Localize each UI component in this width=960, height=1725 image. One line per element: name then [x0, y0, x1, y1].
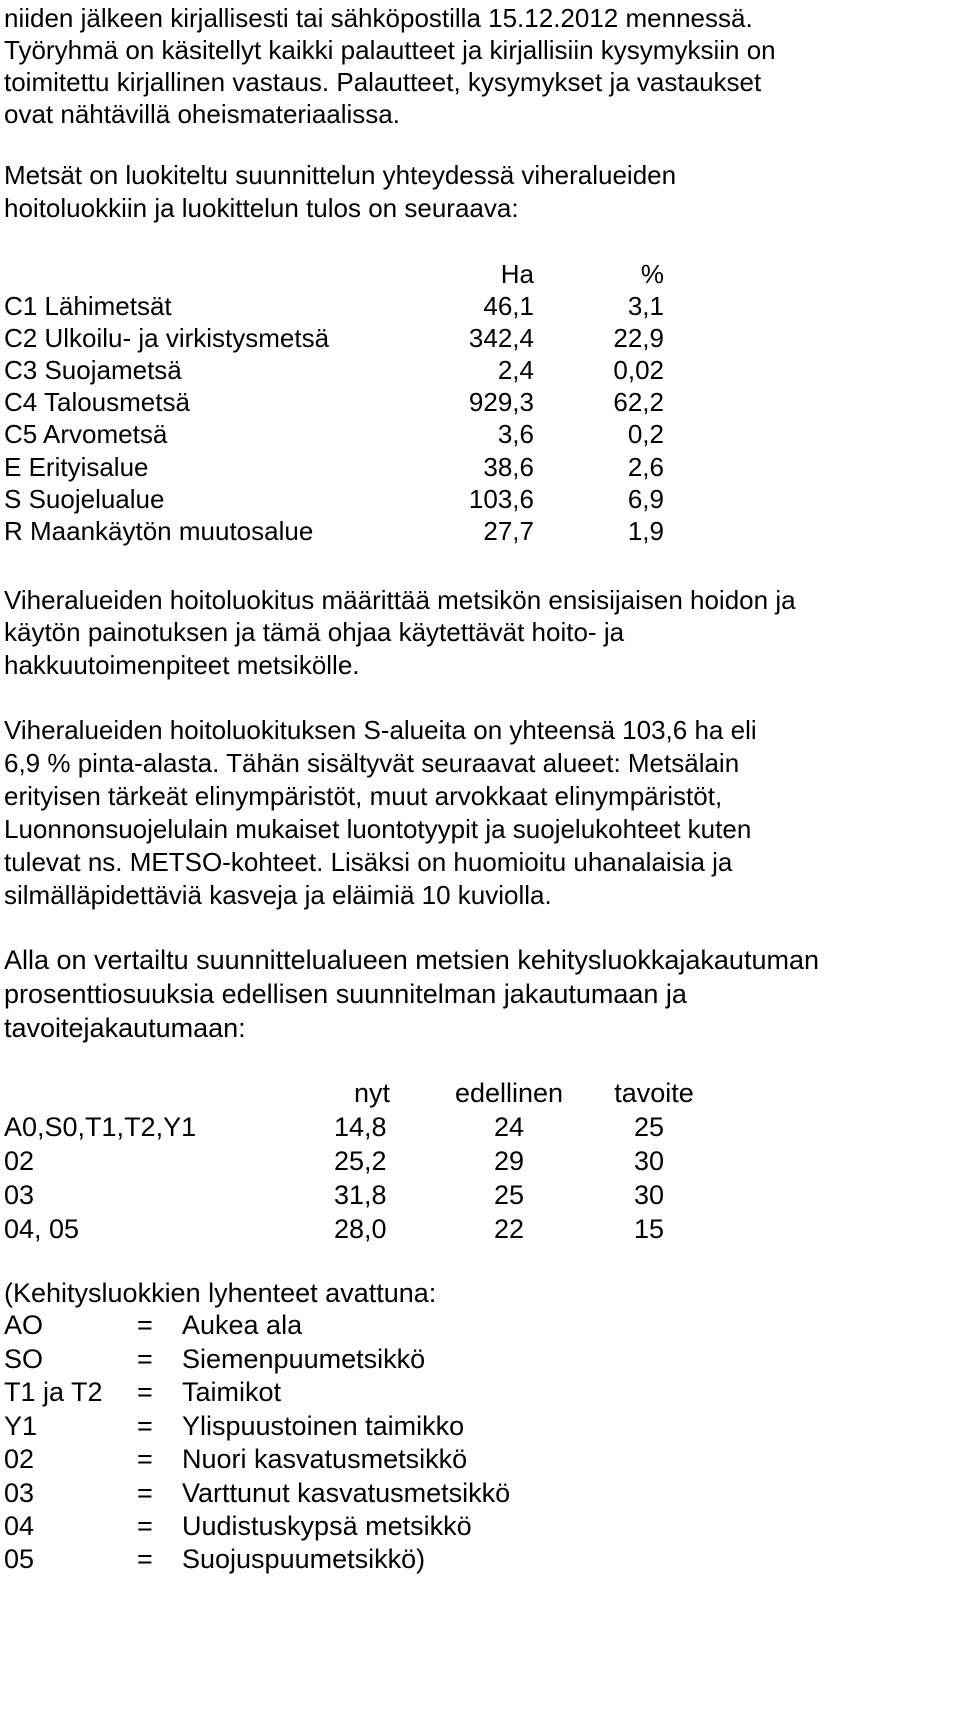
text-line: Viheralueiden hoitoluokitus määrittää metsikön ensisijaisen hoidon ja [4, 585, 796, 615]
table-cell-edellinen: 24 [493, 1112, 525, 1142]
text-line: Viheralueiden hoitoluokituksen S-alueita on yhteensä 103,6 ha eli [4, 715, 757, 745]
column-header-percent: % [640, 259, 664, 289]
legend-abbreviation: 03 [4, 1478, 35, 1508]
text-line: tavoitejakautumaan: [4, 1013, 246, 1043]
table-cell-tavoite: 30 [633, 1146, 664, 1176]
legend-equals: = [137, 1444, 153, 1474]
text-line: toimitettu kirjallinen vastaus. Palautteet, kysymykset ja vastaukset [4, 67, 762, 97]
legend-equals: = [137, 1377, 153, 1407]
table-cell-percent: 3,1 [627, 291, 664, 321]
text-line: Alla on vertailtu suunnittelualueen metsien kehitysluokkajakautuman [4, 945, 819, 975]
legend-meaning: Siemenpuumetsikkö [182, 1344, 426, 1374]
table-cell-tavoite: 15 [633, 1214, 664, 1244]
table-row-label: C4 Talousmetsä [4, 387, 190, 417]
table-cell-percent: 6,9 [627, 484, 664, 514]
legend-meaning: Uudistuskypsä metsikkö [182, 1511, 472, 1541]
column-header-nyt: nyt [353, 1078, 391, 1108]
table-cell-percent: 22,9 [613, 323, 664, 353]
table-cell-nyt: 25,2 [334, 1146, 387, 1176]
table-cell-percent: 0,02 [613, 355, 664, 385]
legend-intro: (Kehitysluokkien lyhenteet avattuna: [4, 1278, 437, 1308]
table-cell-percent: 2,6 [627, 452, 664, 482]
text-line: ovat nähtävillä oheismateriaalissa. [4, 99, 400, 129]
legend-meaning: Nuori kasvatusmetsikkö [182, 1444, 468, 1474]
legend-abbreviation: Y1 [4, 1411, 38, 1441]
table-cell-ha: 2,4 [497, 355, 534, 385]
table-row-label: 03 [4, 1180, 35, 1210]
text-line: tulevat ns. METSO-kohteet. Lisäksi on huomioitu uhanalaisia ja [4, 847, 733, 877]
table-row-label: A0,S0,T1,T2,Y1 [4, 1112, 197, 1142]
table-cell-nyt: 28,0 [334, 1214, 387, 1244]
text-line: 6,9 % pinta-alasta. Tähän sisältyvät seuraavat alueet: Metsälain [4, 748, 740, 778]
column-header-tavoite: tavoite [614, 1078, 694, 1108]
table-cell-percent: 1,9 [627, 516, 664, 546]
table-cell-tavoite: 25 [633, 1112, 664, 1142]
table-cell-nyt: 31,8 [334, 1180, 387, 1210]
legend-meaning: Varttunut kasvatusmetsikkö [182, 1478, 511, 1508]
table-row-label: C3 Suojametsä [4, 355, 182, 385]
table-row-label: E Erityisalue [4, 452, 149, 482]
legend-abbreviation: T1 ja T2 [4, 1377, 103, 1407]
legend-equals: = [137, 1344, 153, 1374]
text-line: Työryhmä on käsitellyt kaikki palautteet ja kirjallisiin kysymyksiin on [4, 35, 776, 65]
table-row-label: 04, 05 [4, 1214, 80, 1244]
table-row-label: 02 [4, 1146, 35, 1176]
legend-equals: = [137, 1310, 153, 1340]
text-line: erityisen tärkeät elinympäristöt, muut arvokkaat elinympäristöt, [4, 781, 723, 811]
text-line: niiden jälkeen kirjallisesti tai sähköpostilla 15.12.2012 mennessä. [4, 3, 753, 33]
legend-equals: = [137, 1511, 153, 1541]
table-cell-nyt: 14,8 [334, 1112, 387, 1142]
table-cell-tavoite: 30 [633, 1180, 664, 1210]
legend-meaning: Taimikot [182, 1377, 282, 1407]
table-cell-percent: 0,2 [627, 419, 664, 449]
table-cell-percent: 62,2 [613, 387, 664, 417]
text-line: käytön painotuksen ja tämä ohjaa käytettävät hoito- ja [4, 617, 625, 647]
column-header-ha: Ha [500, 259, 534, 289]
text-line: hoitoluokkiin ja luokittelun tulos on seuraava: [4, 193, 519, 223]
table-row-label: S Suojelualue [4, 484, 165, 514]
table-cell-ha: 3,6 [497, 419, 534, 449]
legend-abbreviation: AO [4, 1310, 44, 1340]
text-line: hakkuutoimenpiteet metsikölle. [4, 650, 360, 680]
text-line: prosenttiosuuksia edellisen suunnitelman jakautumaan ja [4, 979, 687, 1009]
legend-meaning: Suojuspuumetsikkö) [182, 1544, 426, 1574]
legend-abbreviation: 04 [4, 1511, 35, 1541]
legend-meaning: Ylispuustoinen taimikko [182, 1411, 465, 1441]
table-row-label: C5 Arvometsä [4, 419, 168, 449]
table-cell-ha: 929,3 [468, 387, 534, 417]
table-cell-ha: 103,6 [468, 484, 534, 514]
table-cell-ha: 38,6 [483, 452, 534, 482]
table-cell-ha: 46,1 [483, 291, 534, 321]
legend-abbreviation: 05 [4, 1544, 35, 1574]
legend-equals: = [137, 1478, 153, 1508]
column-header-edellinen: edellinen [454, 1078, 564, 1108]
table-row-label: C1 Lähimetsät [4, 291, 172, 321]
table-cell-ha: 27,7 [483, 516, 534, 546]
table-cell-edellinen: 22 [493, 1214, 525, 1244]
table-row-label: R Maankäytön muutosalue [4, 516, 314, 546]
legend-meaning: Aukea ala [182, 1310, 303, 1340]
legend-equals: = [137, 1411, 153, 1441]
legend-equals: = [137, 1544, 153, 1574]
legend-abbreviation: SO [4, 1344, 44, 1374]
table-cell-edellinen: 29 [493, 1146, 525, 1176]
text-line: silmälläpidettäviä kasveja ja eläimiä 10 kuviolla. [4, 880, 552, 910]
table-cell-ha: 342,4 [468, 323, 534, 353]
table-row-label: C2 Ulkoilu- ja virkistysmetsä [4, 323, 330, 353]
legend-abbreviation: 02 [4, 1444, 35, 1474]
table-cell-edellinen: 25 [493, 1180, 525, 1210]
text-line: Metsät on luokiteltu suunnittelun yhteydessä viheralueiden [4, 160, 677, 190]
text-line: Luonnonsuojelulain mukaiset luontotyypit ja suojelukohteet kuten [4, 814, 752, 844]
